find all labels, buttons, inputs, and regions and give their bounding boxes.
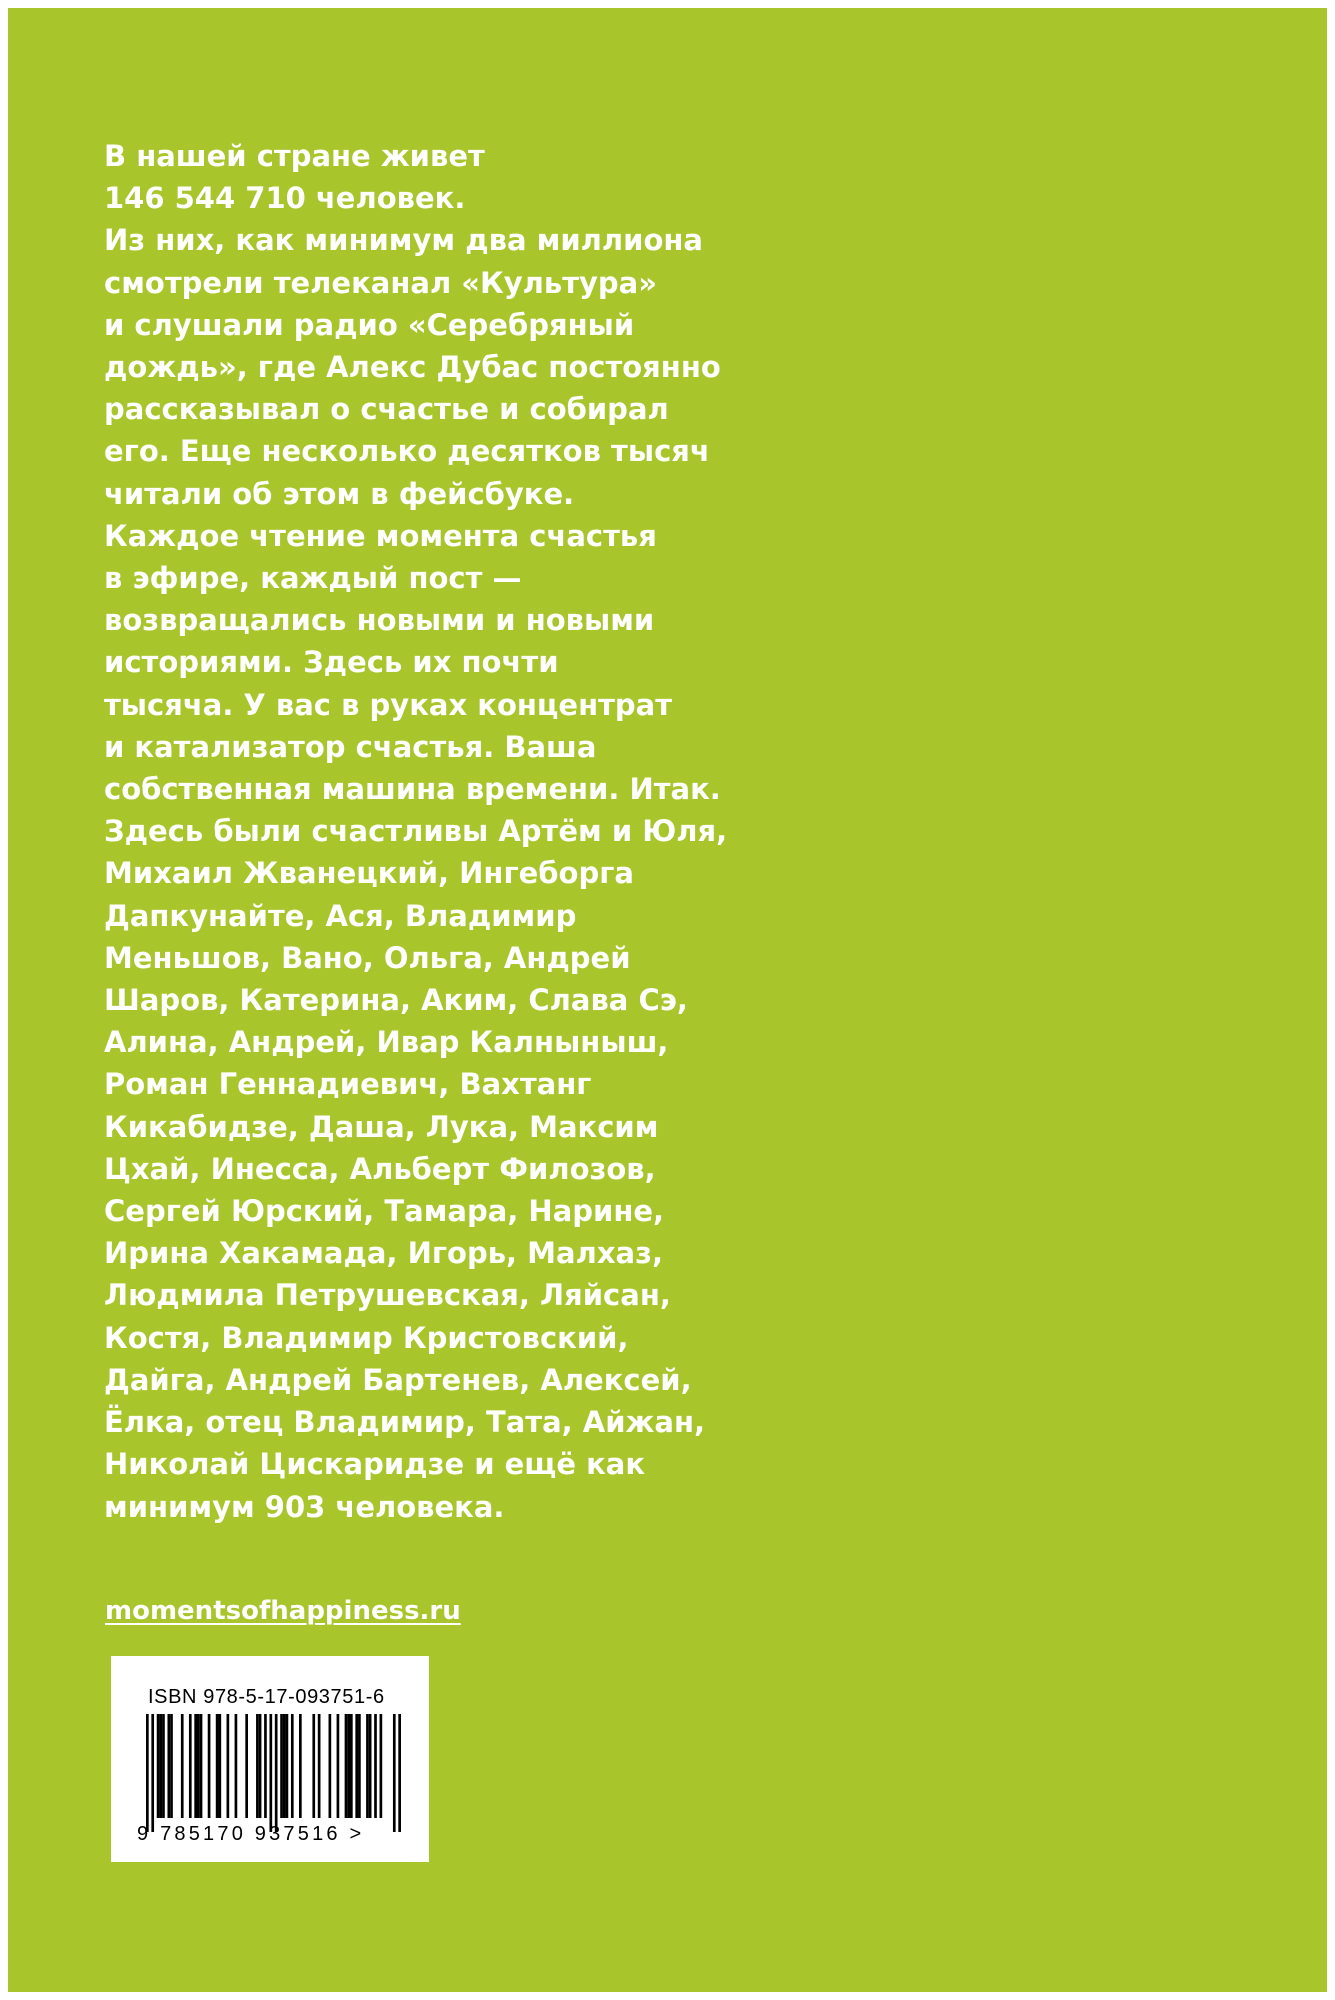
website-link[interactable]: momentsofhappiness.ru	[105, 1596, 461, 1626]
blurb-text: В нашей стране живет 146 544 710 человек. Из них, как минимум два миллиона смотрели телеканал «Культура» и слушали радио «Серебряный дождь», где Алекс Дубас постоянно рассказывал о счастье и собирал его. Еще несколько десятков тысяч читали об этом в фейсбуке. Каждое чтение момента счастья в эфире, каждый пост — возвращались новыми и новыми историями. Здесь их почти тысяча. У вас в руках концентрат и катализатор счастья. Ваша собственная машина времени. Итак. Здесь были счастливы Артём и Юля, Михаил Жванецкий, Ингеборга Дапкунайте, Ася, Владимир Меньшов, Вано, Ольга, Андрей Шаров, Катерина, Аким, Слава Сэ, Алина, Андрей, Ивар Калныныш, Роман Геннадиевич, Вахтанг Кикабидзе, Даша, Лука, Максим Цхай, Инесса, Альберт Филозов, Сергей Юрский, Тамара, Нарине, Ирина Хакамада, Игорь, Малхаз, Людмила Петрушевская, Ляйсан, Костя, Владимир Кристовский, Дайга, Андрей Бартенев, Алексей, Ёлка, отец Владимир, Тата, Айжан, Николай Цискаридзе и ещё как минимум 903 человека.	[104, 139, 728, 1524]
barcode-bar	[291, 1714, 294, 1818]
barcode-bar	[283, 1714, 286, 1818]
barcode-bar	[286, 1714, 289, 1818]
barcode-bar	[218, 1714, 221, 1818]
barcode-bar	[208, 1714, 211, 1818]
barcode-bar	[170, 1714, 173, 1818]
barcode-bar	[345, 1714, 348, 1818]
barcode-bar	[157, 1714, 160, 1818]
barcode-bar	[374, 1714, 377, 1818]
barcode-bar	[369, 1714, 372, 1818]
barcode-bar	[259, 1714, 262, 1818]
barcode-bar	[189, 1714, 192, 1818]
barcode-bar	[256, 1714, 259, 1818]
barcode-bar	[245, 1714, 248, 1818]
barcode-panel	[111, 1656, 429, 1862]
barcode-bar	[275, 1714, 278, 1832]
barcode-digits: 9 785170 937516 >	[137, 1823, 365, 1845]
barcode-bar	[398, 1714, 401, 1832]
barcode-bar	[181, 1714, 184, 1818]
barcode-bar	[151, 1714, 154, 1832]
barcode-bar	[299, 1714, 302, 1818]
barcode-bar	[227, 1714, 230, 1818]
barcode-bar	[269, 1714, 272, 1832]
barcode-bar	[194, 1714, 197, 1818]
barcode-bar	[167, 1714, 170, 1818]
barcode-bar	[393, 1714, 396, 1832]
barcode-bar	[216, 1714, 219, 1818]
barcode-bar	[380, 1714, 383, 1818]
barcode-bar	[280, 1714, 283, 1818]
barcode-bar	[200, 1714, 203, 1818]
barcode-bar	[312, 1714, 315, 1818]
barcode-bar	[355, 1714, 358, 1818]
barcode-bar	[366, 1714, 369, 1818]
barcode-bar	[235, 1714, 238, 1818]
barcode-bar	[197, 1714, 200, 1818]
barcode-bar	[350, 1714, 353, 1818]
barcode-bar	[162, 1714, 165, 1818]
barcode-bar	[146, 1714, 149, 1832]
barcode-bar	[159, 1714, 162, 1818]
barcode-bar	[318, 1714, 321, 1818]
barcode-bar	[358, 1714, 361, 1818]
barcode-bars	[146, 1714, 401, 1832]
barcode-bar	[264, 1714, 267, 1818]
barcode-bar	[329, 1714, 332, 1818]
back-cover	[8, 8, 1327, 1992]
isbn-label: ISBN 978-5-17-093751-6	[148, 1686, 385, 1708]
barcode-bar	[347, 1714, 350, 1818]
barcode-bar	[337, 1714, 340, 1818]
